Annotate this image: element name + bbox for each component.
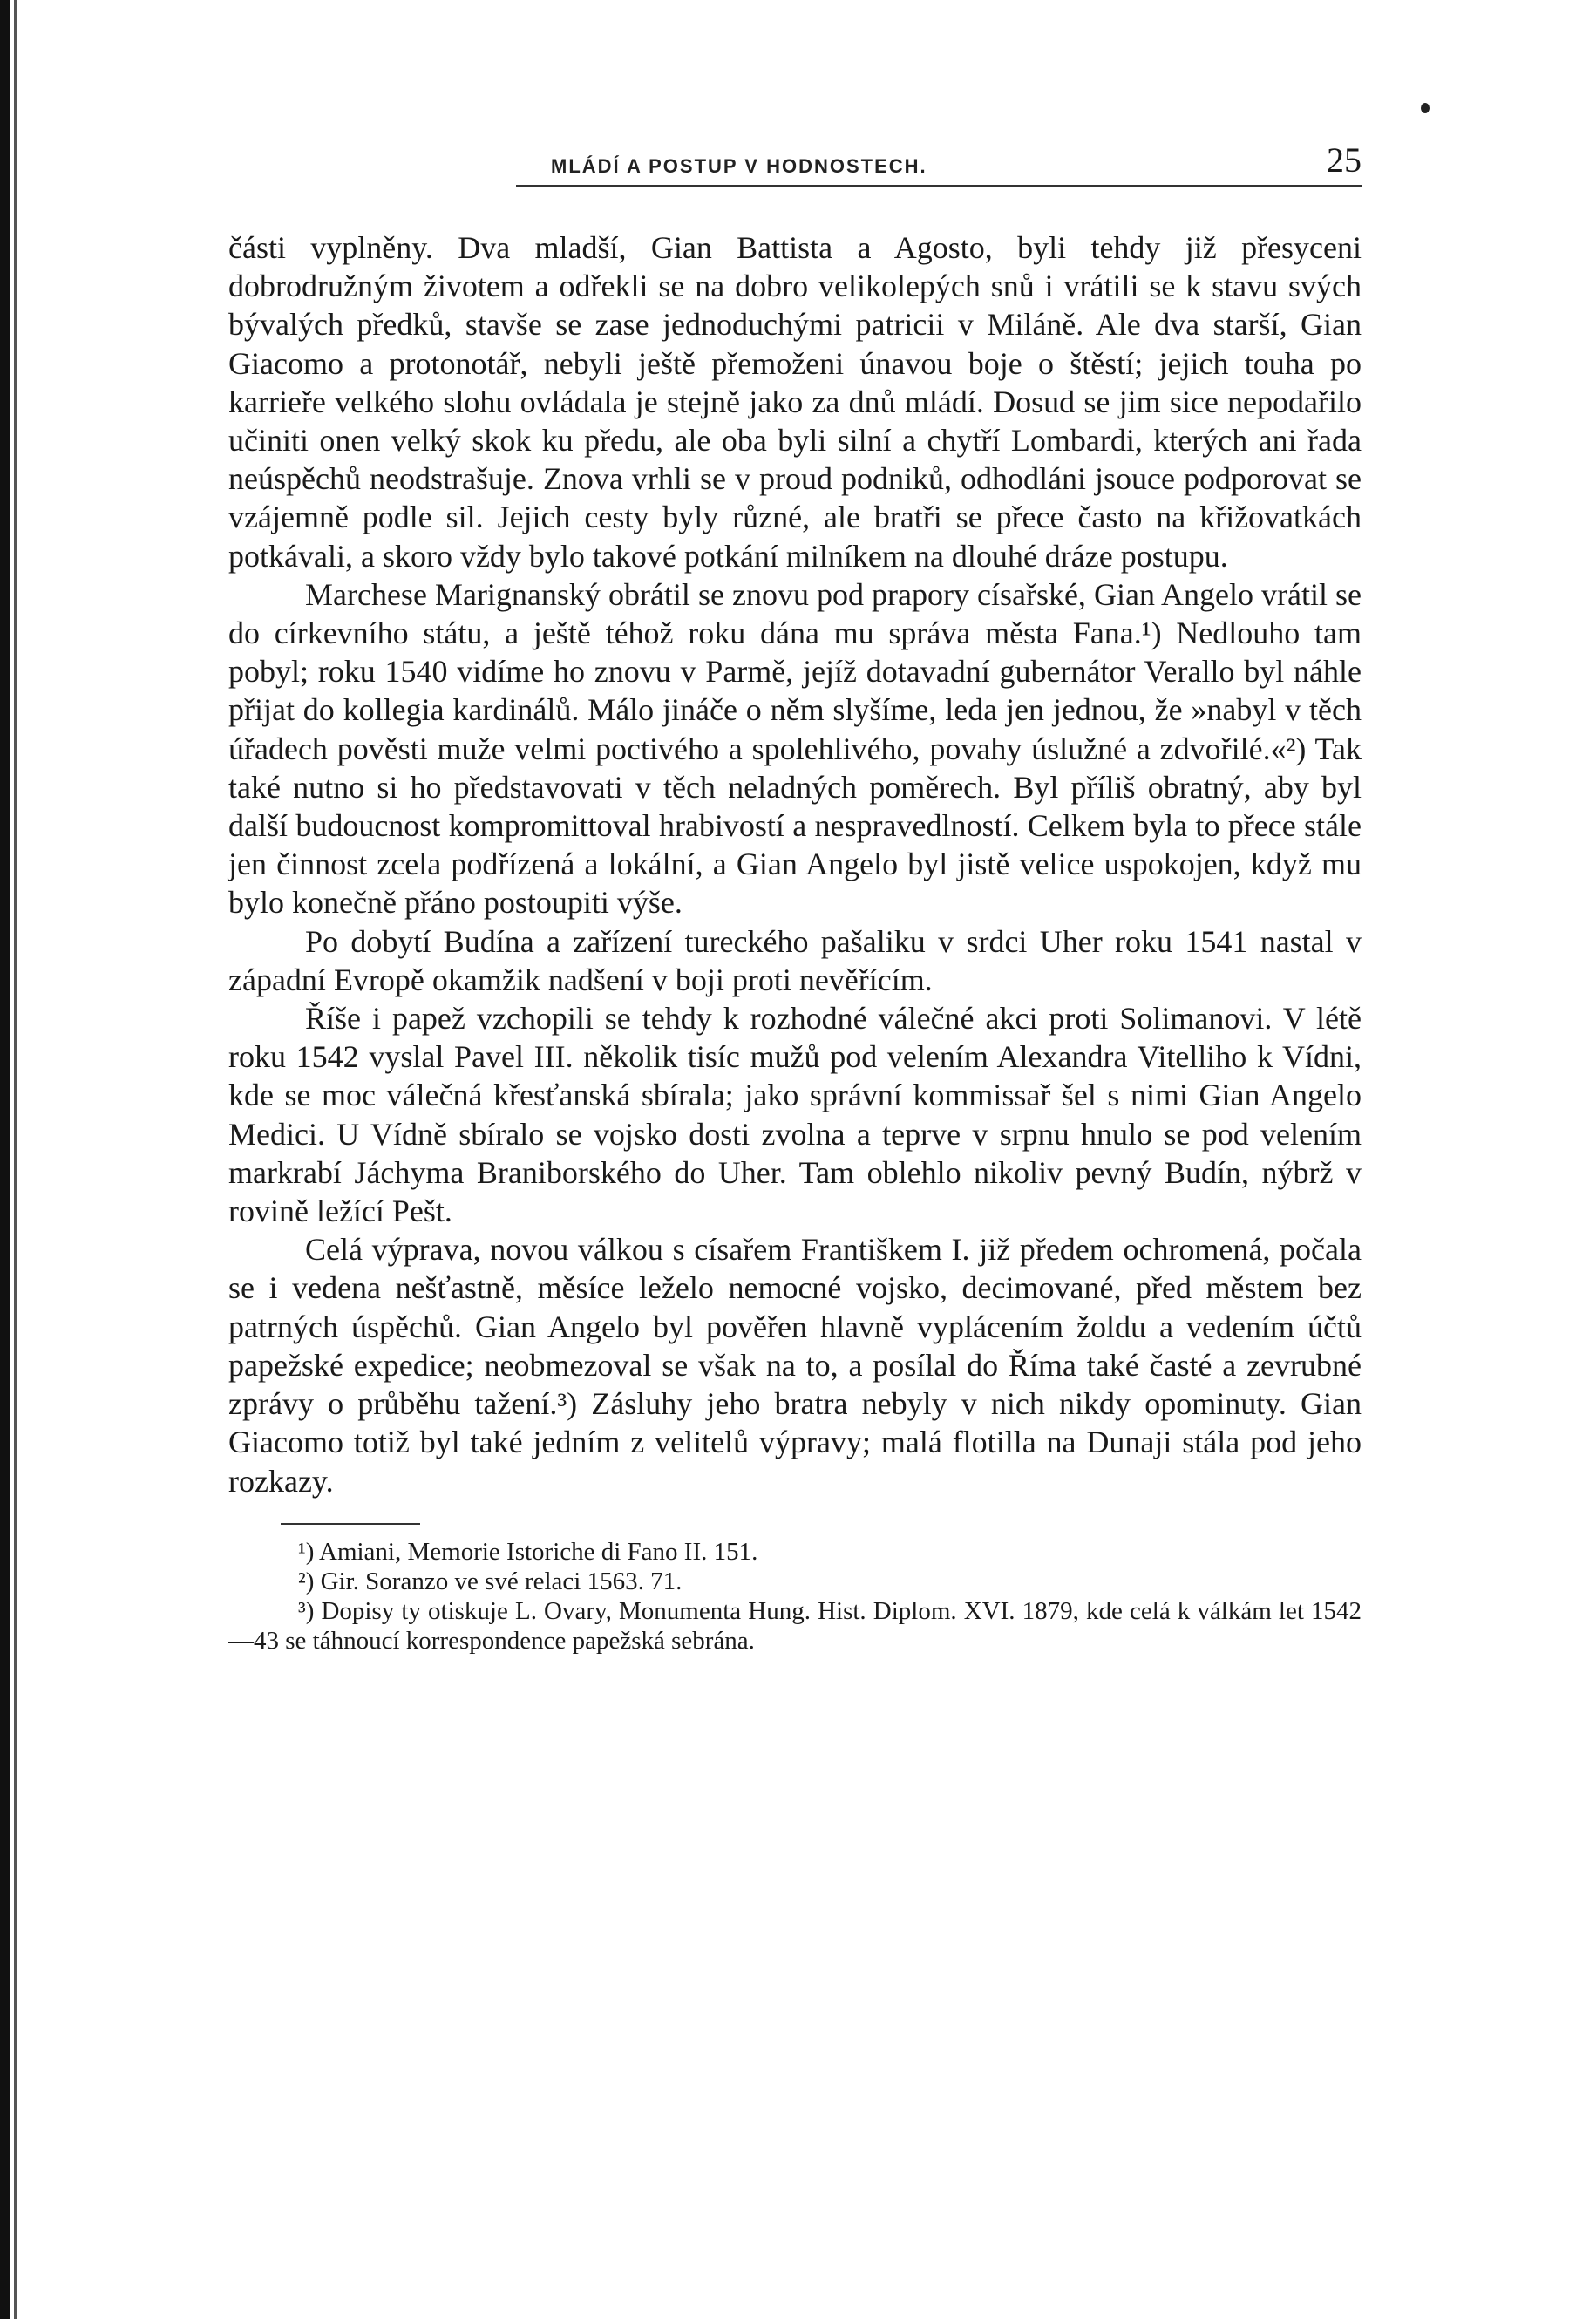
footnote: ³) Dopisy ty otiskuje L. Ovary, Monumenta Hung. Hist. Diplom. XVI. 1879, kde celá k válkám let 1542—43 se táhnoucí korrespondence papežská sebrána. bbox=[228, 1596, 1362, 1655]
footnote: ²) Gir. Soranzo ve své relaci 1563. 71. bbox=[298, 1567, 683, 1595]
scan-speck bbox=[1421, 103, 1430, 113]
scan-binding-edge bbox=[0, 0, 10, 2319]
body-text bbox=[228, 228, 1362, 1500]
scan-binding-shadow bbox=[14, 0, 17, 2319]
footnote: ¹) Amiani, Memorie Istoriche di Fano II. 151. bbox=[298, 1537, 758, 1566]
book-page bbox=[228, 131, 1362, 1656]
footnotes bbox=[228, 1537, 1362, 1656]
footnote-rule bbox=[281, 1523, 420, 1525]
header-rule bbox=[516, 185, 1362, 187]
running-title: MLÁDÍ A POSTUP V HODNOSTECH. bbox=[551, 155, 927, 177]
page-number: 25 bbox=[1327, 140, 1362, 180]
running-head bbox=[228, 131, 1362, 192]
paragraph: Celá výprava, novou válkou s císařem Františkem I. již předem ochromená, počala se i vedena nešťastně, měsíce leželo nemocné vojsko, decimované, před městem bez patrných úspěchů. Gian Angelo byl pověřen hlavně vyplácením žoldu a vedením účtů papežské expedice; neobmezoval se však na to, a posílal do Říma také časté a zevrubné zprávy o průběhu tažení.³) Zásluhy jeho bratra nebyly v nich nikdy opominuty. Gian Giacomo totiž byl také jedním z velitelů výpravy; malá flotilla na Dunaji stála pod jeho rozkazy. bbox=[228, 1232, 1362, 1499]
paragraph: Marchese Marignanský obrátil se znovu pod prapory císařské, Gian Angelo vrátil se do církevního státu, a ještě téhož roku dána mu správa města Fana.¹) Nedlouho tam pobyl; roku 1540 vidíme ho znovu v Parmě, jejíž dotavadní gubernátor Verallo byl náhle přijat do kollegia kardinálů. Málo jináče o něm slyšíme, leda jen jednou, že »nabyl v těch úřadech pověsti muže velmi poctivého a spolehlivého, povahy úslužné a zdvořilé.«²) Tak také nutno si ho představovati v těch neladných poměrech. Byl příliš obratný, aby byl další budoucnost kompromittoval hrabivostí a nespravedlností. Celkem byla to přece stále jen činnost zcela podřízená a lokální, a Gian Angelo byl jistě velice uspokojen, když mu bylo konečně přáno postoupiti výše. bbox=[228, 576, 1362, 921]
paragraph: Říše i papež vzchopili se tehdy k rozhodné válečné akci proti Solimanovi. V létě roku 1542 vyslal Pavel III. několik tisíc mužů pod velením Alexandra Vitelliho k Vídni, kde se moc válečná křesťanská sbírala; jako správní kommissař šel s nimi Gian Angelo Medici. U Vídně sbíralo se vojsko dosti zvolna a teprve v srpnu hnulo se pod velením markrabí Jáchyma Braniborského do Uher. Tam oblehlo nikoliv pevný Budín, nýbrž v rovině ležící Pešt. bbox=[228, 1001, 1362, 1229]
paragraph: Po dobytí Budína a zařízení tureckého pašaliku v srdci Uher roku 1541 nastal v západní Evropě okamžik nadšení v boji proti nevěřícím. bbox=[228, 923, 1362, 997]
paragraph: části vyplněny. Dva mladší, Gian Battista a Agosto, byli tehdy již přesyceni dobrodružným životem a odřekli se na dobro velikolepých snů i vrátili se k stavu svých bývalých předků, stavše se zase jednoduchými patricii v Miláně. Ale dva starší, Gian Giacomo a protonotář, nebyli ještě přemoženi únavou boje o štěstí; jejich touha po karrieře velkého slohu ovládala je stejně jako za dnů mládí. Dosud se jim sice nepodařilo učiniti onen velký skok ku předu, ale oba byli silní a chytří Lombardi, kterých ani řada neúspěchů neodstrašuje. Znova vrhli se v proud podniků, odhodláni jsouce podporovat se vzájemně podle sil. Jejich cesty byly různé, ale bratři se přece často na křižovatkách potkávali, a skoro vždy bylo takové potkání milníkem na dlouhé dráze postupu. bbox=[228, 230, 1362, 574]
